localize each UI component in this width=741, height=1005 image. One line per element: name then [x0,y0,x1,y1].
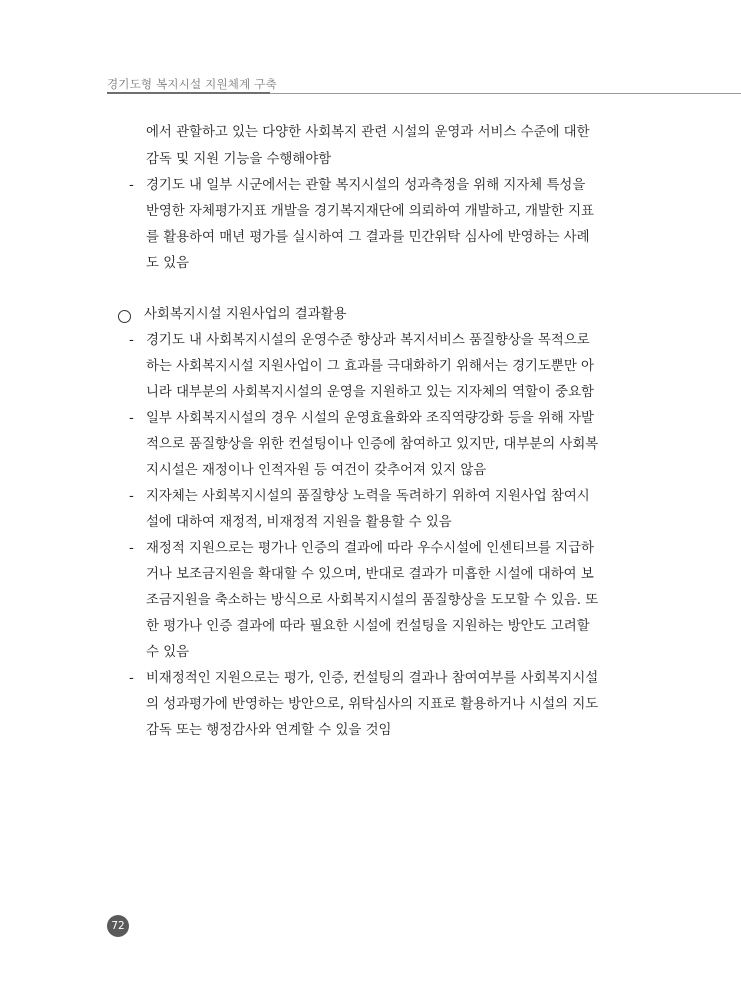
text-line: 한 평가나 인증 결과에 따라 필요한 시설에 컨설팅을 지원하는 방안도 고려할 [146,619,590,634]
text-line: 설에 대하여 재정적, 비재정적 지원을 활용할 수 있음 [146,515,452,530]
text-line: 도 있음 [146,256,190,271]
section-heading: 사회복지시설 지원사업의 결과활용 [144,307,347,322]
text-line: 수 있음 [146,645,190,660]
text-line: 감독 및 지원 기능을 수행해야함 [146,152,332,167]
bullet-dash: - [129,541,134,556]
text-line: 조금지원을 축소하는 방식으로 사회복지시설의 품질향상을 도모할 수 있음. 또 [146,593,599,608]
page-number: 72 [107,915,129,937]
header-rule [107,92,270,94]
text-line: 감독 또는 행정감사와 연계할 수 있을 것임 [146,723,392,738]
text-line: 에서 관할하고 있는 다양한 사회복지 관련 시설의 운영과 서비스 수준에 대한 [146,125,590,140]
text-line: 경기도 내 일부 시군에서는 관할 복지시설의 성과측정을 위해 지자체 특성을 [146,178,586,193]
text-line: 재정적 지원으로는 평가나 인증의 결과에 따라 우수시설에 인센티브를 지급하 [146,541,594,556]
bullet-dash: - [129,671,134,686]
text-line: 의 성과평가에 반영하는 방안으로, 위탁심사의 지표로 활용하거나 시설의 지도 [146,697,599,712]
text-line: 반영한 자체평가지표 개발을 경기복지재단에 의뢰하여 개발하고, 개발한 지표 [146,204,594,219]
bullet-dash: - [129,489,134,504]
text-line: 를 활용하여 매년 평가를 실시하여 그 결과를 민간위탁 심사에 반영하는 사례 [146,230,590,245]
bullet-dash: - [129,178,134,193]
bullet-dash: - [129,411,134,426]
header-rule-extension [270,93,741,94]
bullet-dash: - [129,333,134,348]
text-line: 하는 사회복지시설 지원사업이 그 효과를 극대화하기 위해서는 경기도뿐만 아 [146,359,594,374]
text-line: 거나 보조금지원을 확대할 수 있으며, 반대로 결과가 미흡한 시설에 대하여 보 [146,567,594,582]
text-line: 지자체는 사회복지시설의 품질향상 노력을 독려하기 위하여 지원사업 참여시 [146,489,590,504]
text-line: 일부 사회복지시설의 경우 시설의 운영효율화와 조직역량강화 등을 위해 자발 [146,411,594,426]
text-line: 지시설은 재정이나 인적자원 등 여건이 갖추어져 있지 않음 [146,463,487,478]
text-line: 비재정적인 지원으로는 평가, 인증, 컨설팅의 결과나 참여여부를 사회복지시설 [146,671,599,686]
text-line: 적으로 품질향상을 위한 컨설팅이나 인증에 참여하고 있지만, 대부분의 사회복 [146,437,599,452]
text-line: 니라 대부분의 사회복지시설의 운영을 지원하고 있는 지자체의 역할이 중요함 [146,385,594,400]
text-line: 경기도 내 사회복지시설의 운영수준 향상과 복지서비스 품질향상을 목적으로 [146,333,590,348]
header-title: 경기도형 복지시설 지원체계 구축 [107,77,277,91]
section-circle-marker [118,310,131,323]
